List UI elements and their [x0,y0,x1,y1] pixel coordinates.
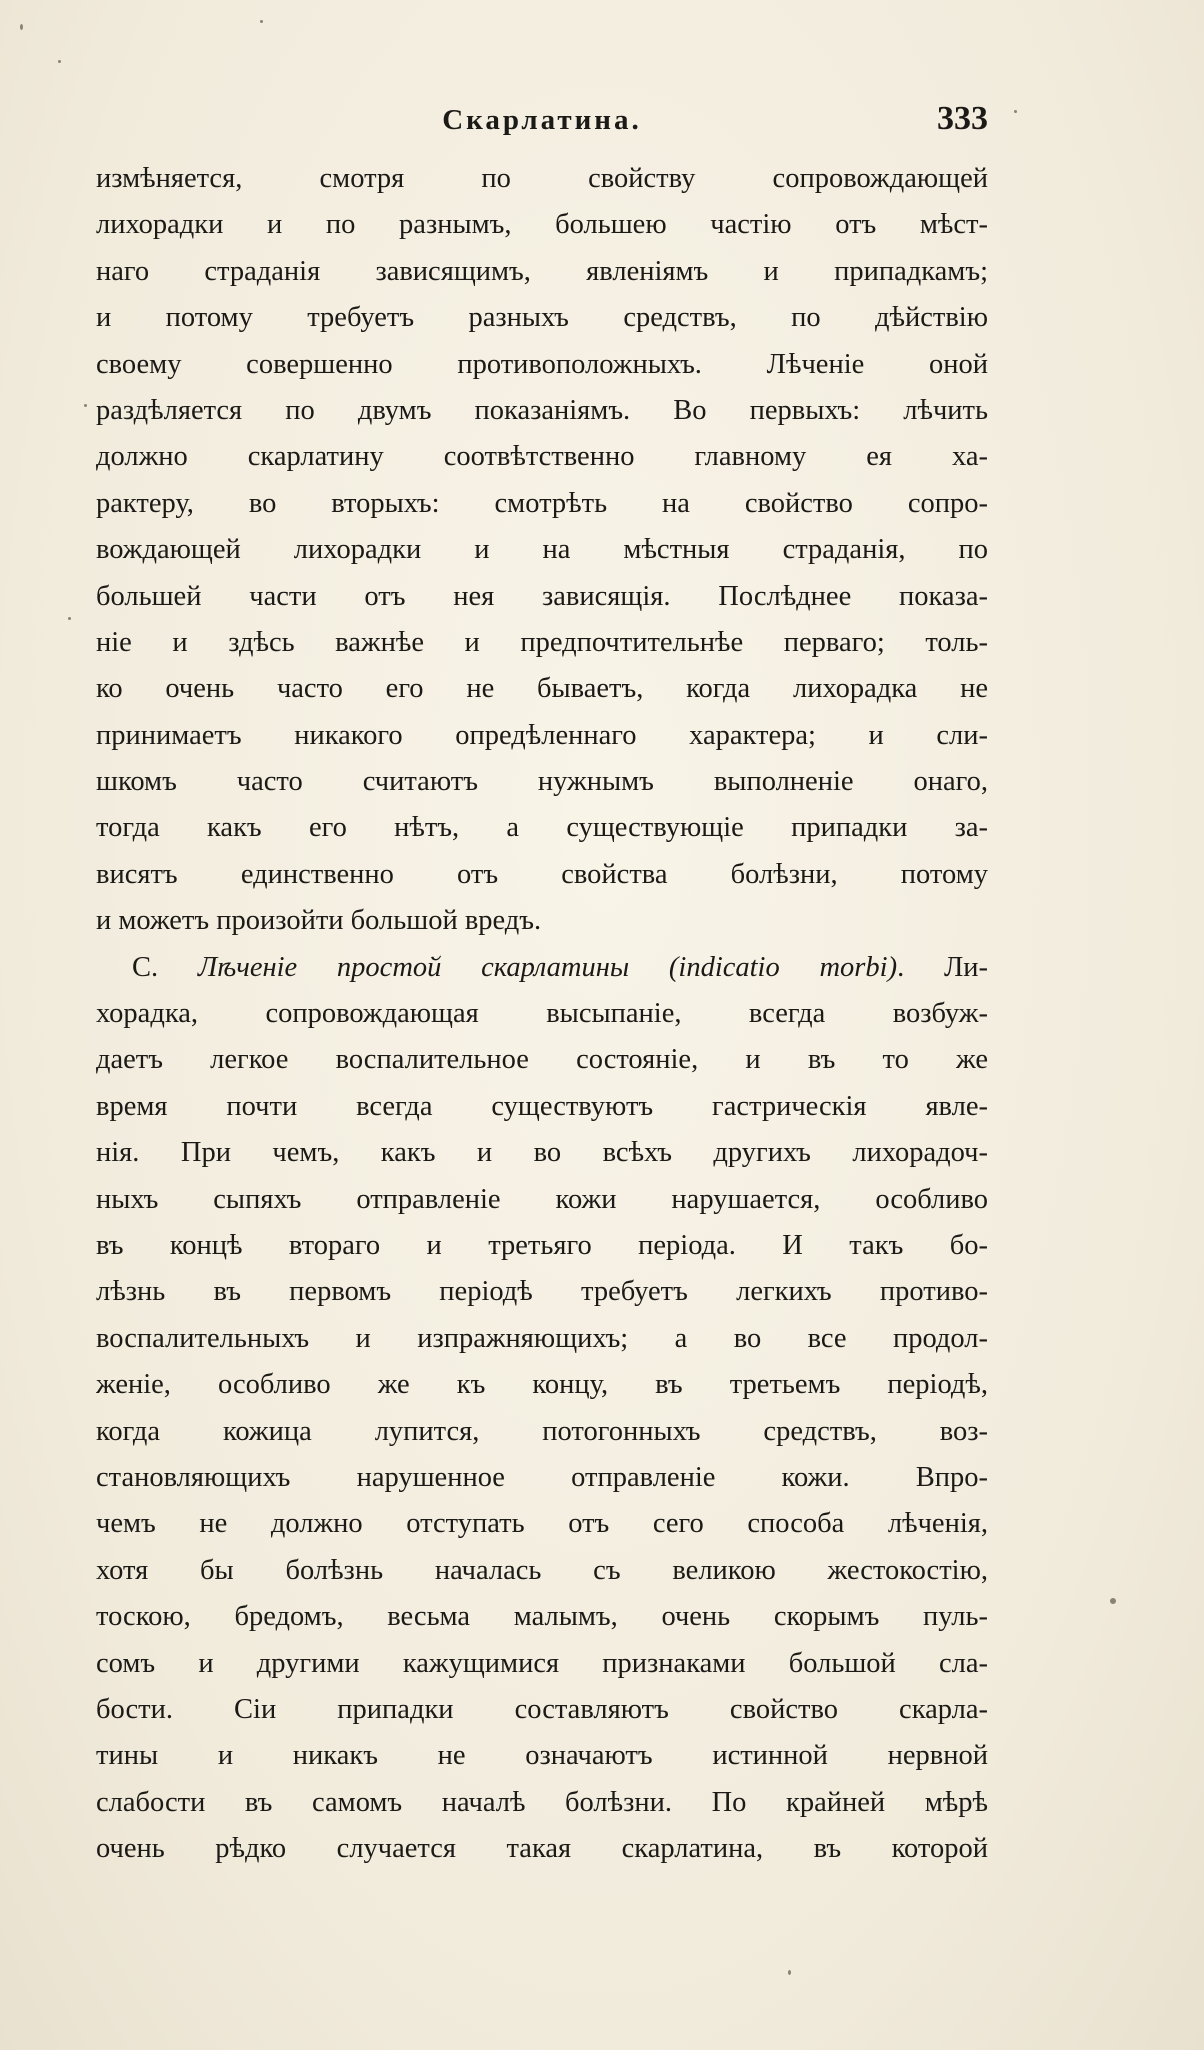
text-line: женіе, особливо же къ концу, въ третьемъ періодѣ, [96,1369,988,1401]
text-line: чемъ не должно отступать отъ сего способа лѣченія, [96,1508,988,1540]
text-line: вождающей лихорадки и на мѣстныя страданія, по [96,534,988,566]
paper-speck [58,60,61,63]
text-line: висятъ единственно отъ свойства болѣзни, потому [96,858,988,890]
text-line: время почти всегда существуютъ гастрическія явле- [96,1090,988,1122]
text-line: и потому требуетъ разныхъ средствъ, по дѣйствію [96,302,988,334]
paper-speck [84,404,87,407]
text-line: даетъ легкое воспалительное состояніе, и въ то же [96,1044,988,1076]
paper-speck [1014,110,1017,113]
paper-speck [788,1970,791,1975]
text-line: сомъ и другими кажущимися признаками большой сла- [96,1647,988,1679]
running-title: Скарлатина. [442,104,642,136]
page-header [96,100,988,148]
text-line: раздѣляется по двумъ показаніямъ. Во первыхъ: лѣчить [96,394,988,426]
paper-speck [68,617,71,620]
first-line-tail: . Ли- [897,951,988,983]
text-line: тины и никакъ не означаютъ истинной нервной [96,1740,988,1772]
text-line: должно скарлатину соотвѣтственно главному ея ха- [96,441,988,473]
text-line-paragraph-end: и можетъ произойти большой вредъ. [96,905,542,937]
text-line: наго страданія зависящимъ, явленіямъ и припадкамъ; [96,255,988,287]
text-line: очень рѣдко случается такая скарлатина, въ которой [96,1833,988,1865]
section-title: Лѣченіе простой скарлатины [197,951,630,983]
text-line: въ концѣ втораго и третьяго періода. И такъ бо- [96,1229,988,1261]
text-line: хорадка, сопровождающая высыпаніе, всегда возбуж- [96,998,988,1030]
text-line: большей части отъ нея зависящія. Послѣднее показа- [96,580,988,612]
text-line: ныхъ сыпяхъ отправленіе кожи нарушается, особливо [96,1183,988,1215]
text-line: когда кожица лупится, потогонныхъ средствъ, воз- [96,1415,988,1447]
text-line: нія. При чемъ, какъ и во всѣхъ другихъ лихорадоч- [96,1137,988,1169]
text-line: воспалительныхъ и изпражняющихъ; а во все продол- [96,1322,988,1354]
paper-speck [20,24,23,30]
text-line: шкомъ часто считаютъ нужнымъ выполненіе онаго, [96,766,988,798]
page-number: 333 [937,100,988,137]
body-text [96,156,988,1872]
text-line: тоскою, бредомъ, весьма малымъ, очень скорымъ пуль- [96,1601,988,1633]
text-line: лѣзнь въ первомъ періодѣ требуетъ легкихъ противо- [96,1276,988,1308]
paper-speck [260,20,263,23]
text-line: тогда какъ его нѣтъ, а существующіе припадки за- [96,812,988,844]
paragraph-c-first-line [96,945,988,991]
text-line: рактеру, во вторыхъ: смотрѣть на свойство сопро- [96,487,988,519]
text-line: своему совершенно противоположныхъ. Лѣченіе оной [96,348,988,380]
text-line: хотя бы болѣзнь началась съ великою жестокостію, [96,1554,988,1586]
text-line: измѣняется, смотря по свойству сопровождающей [96,163,988,194]
section-label: С. [132,951,159,983]
text-line: ніе и здѣсь важнѣе и предпочтительнѣе перваго; толь- [96,626,988,658]
text-line: становляющихъ нарушенное отправленіе кожи. Впро- [96,1461,988,1493]
text-line: принимаетъ никакого опредѣленнаго характера; и сли- [96,719,988,751]
text-line: слабости въ самомъ началѣ болѣзни. По крайней мѣрѣ [96,1786,988,1818]
text-line: ко очень часто его не бываетъ, когда лихорадка не [96,673,988,705]
text-line: бости. Сіи припадки составляютъ свойство скарла- [96,1693,988,1725]
latin-phrase: (indicatio morbi) [668,951,898,983]
paper-speck [1110,1598,1116,1604]
text-line: лихорадки и по разнымъ, большею частію отъ мѣст- [96,209,988,241]
